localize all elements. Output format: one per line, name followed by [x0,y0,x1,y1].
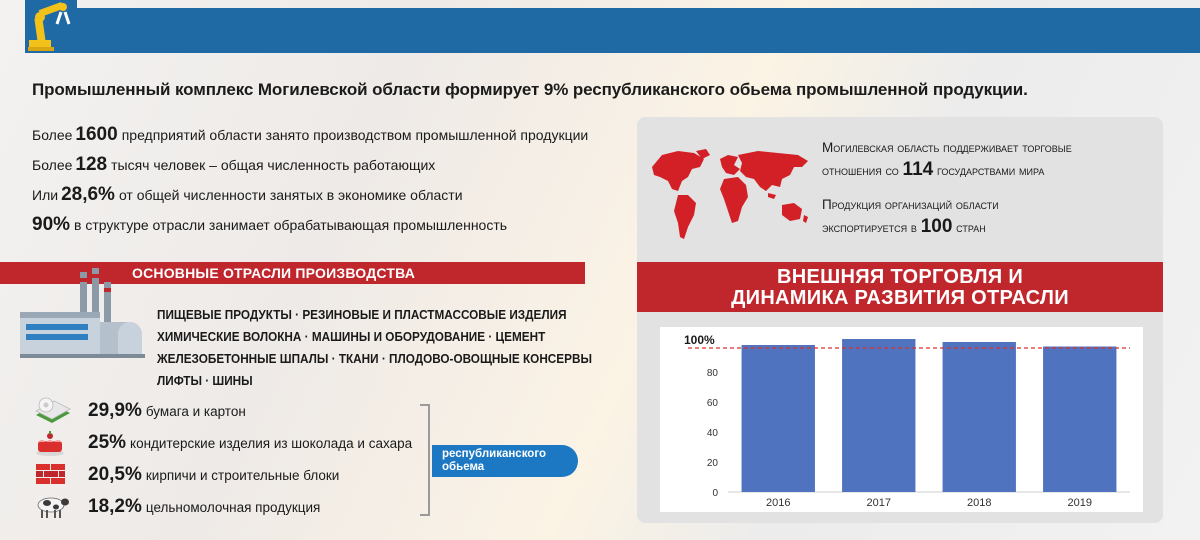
trade-text: Могилевская область поддерживает торговые [822,140,1072,155]
trade-export-text [822,194,1162,239]
cow-icon [32,493,72,521]
fact-number: 28,6% [61,184,115,205]
share-label: бумага и картон [145,403,246,419]
robot-arm-icon [25,0,77,53]
badge-line: обьема [442,461,485,473]
chart-header-line: ВНЕШНЯЯ ТОРГОВЛЯ И [776,266,1023,288]
share-percent: 29,9% [88,400,142,421]
industries-row: ПИЩЕВЫЕ ПРОДУКТЫ · РЕЗИНОВЫЕ И ПЛАСТМАССОВЫЕ ИЗДЕЛИЯ [157,308,567,322]
cake-icon [32,429,72,457]
chart-header-line: ДИНАМИКА РАЗВИТИЯ ОТРАСЛИ [731,287,1069,309]
trade-text: Продукция организаций области [822,197,999,212]
industries-row: ЖЕЛЕЗОБЕТОННЫЕ ШПАЛЫ · ТКАНИ · ПЛОДОВО-ОВОЩНЫЕ КОНСЕРВЫ [157,352,592,366]
share-confectionery [32,428,452,458]
x-tick-label: 2019 [1067,497,1092,509]
chart-header [637,262,1163,312]
trade-number: 114 [902,159,934,180]
industries-header-title: ОСНОВНЫЕ ОТРАСЛИ ПРОИЗВОДСТВА [132,265,416,281]
bar [742,345,815,492]
bar [943,342,1016,492]
facts-list [32,124,622,244]
share-label: цельномолочная продукция [145,499,321,515]
industries-list [157,304,592,392]
x-tick-label: 2018 [967,497,992,509]
fact-manufacturing [32,214,622,244]
fact-text: в структуре отрасли занимает обрабатывающая промышленность [74,217,508,233]
share-percent: 25% [88,432,127,453]
trade-text: экспортируется в [822,220,917,235]
bar-chart [660,327,1143,512]
shares-bracket [420,404,430,516]
fact-text: предприятий области занято производством промышленной продукции [121,127,589,143]
industries-row: ХИМИЧЕСКИЕ ВОЛОКНА · МАШИНЫ И ОБОРУДОВАНИЕ · ЦЕМЕНТ [157,330,546,344]
share-dairy [32,492,452,522]
fact-prefix: Более [32,127,73,143]
republican-volume-badge [432,445,578,477]
world-map-icon [648,145,813,250]
fact-prefix: Более [32,157,73,173]
x-tick-label: 2016 [766,497,791,509]
share-label: кондитерские изделия из шоколада и сахара [130,435,413,451]
y-tick-label: 60 [706,398,718,409]
factory-icon [20,268,145,365]
trade-number: 100 [920,216,953,237]
x-tick-label: 2017 [866,497,891,509]
bar-chart-svg [660,327,1143,512]
trade-text: стран [956,220,986,235]
industries-row: ЛИФТЫ · ШИНЫ [157,374,253,388]
y-tick-label: 40 [706,428,718,439]
bar [1043,347,1116,493]
share-bricks [32,460,452,490]
fact-number: 1600 [75,124,118,145]
reference-label: 100% [684,333,715,347]
share-paper [32,396,452,426]
trade-info [822,137,1162,251]
fact-text: тысяч человек – общая численность работающих [111,157,436,173]
badge-line: республиканского [442,448,546,460]
y-tick-label: 20 [706,458,718,469]
fact-text: от общей численности занятых в экономике области [118,187,463,203]
share-percent: 18,2% [88,496,142,517]
paper-roll-icon [32,397,72,425]
fact-share-employed [32,184,622,214]
bricks-icon [32,461,72,489]
fact-workers [32,154,622,184]
y-tick-label: 80 [706,368,718,379]
share-percent: 20,5% [88,464,142,485]
fact-enterprises [32,124,622,154]
top-banner [25,8,1200,53]
bar [842,339,915,492]
y-tick-label: 0 [712,488,718,499]
fact-prefix: Или [32,187,59,203]
trade-text: отношения со [822,163,899,178]
trade-text: государствами мира [936,163,1045,178]
share-label: кирпичи и строительные блоки [145,467,340,483]
fact-number: 128 [75,154,108,175]
trade-partners-text [822,137,1162,182]
page-title: Промышленный комплекс Могилевской области формирует 9% республиканского обьема промышленной продукции. [32,80,1028,99]
fact-number: 90% [32,214,71,235]
